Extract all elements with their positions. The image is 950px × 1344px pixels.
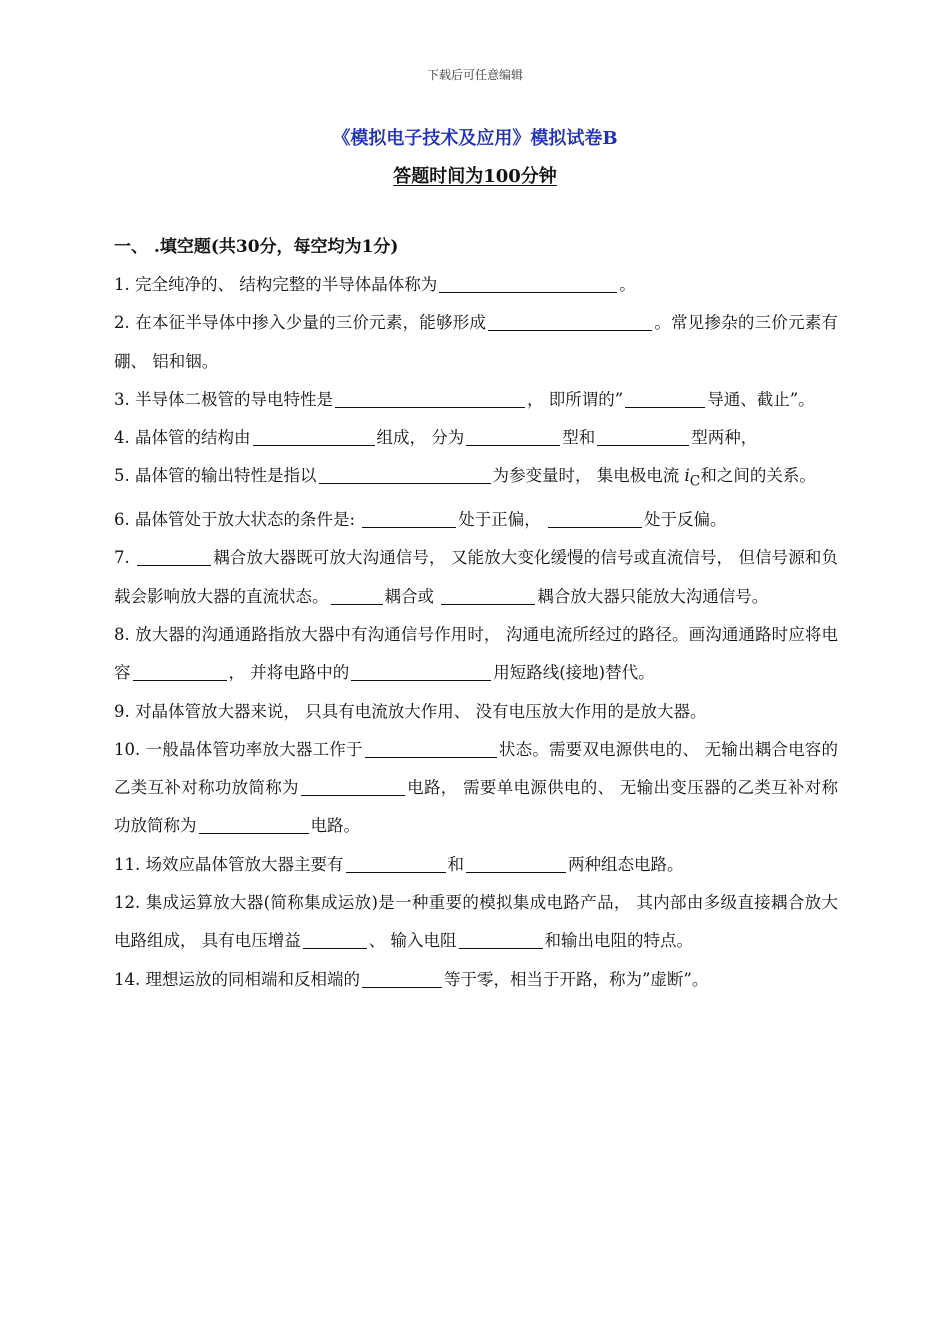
answer-blank (441, 584, 535, 605)
exam-duration (0, 162, 950, 188)
question-text: 和输出电阻的特点。 (544, 931, 693, 951)
question-7 (114, 539, 838, 616)
question-text: 。常见掺杂的三价元素有硼、 铝和铟。 (114, 313, 838, 371)
question-text: 6. 晶体管处于放大状态的条件是: (114, 510, 361, 530)
question-text: 1. 完全纯净的、 结构完整的半导体晶体称为 (114, 275, 438, 294)
question-12 (114, 884, 838, 961)
question-text: 处于反偏。 (644, 510, 727, 530)
exam-title: 《模拟电子技术及应用》模拟试卷B (332, 128, 618, 149)
question-2 (114, 304, 838, 381)
answer-blank (362, 507, 456, 528)
question-list (114, 266, 838, 999)
question-text: 8. 放大器的沟通通路指放大器中有沟通信号作用时， 沟通电流所经过的路径。画沟通通路时应将电容 (114, 624, 838, 683)
question-text: 电路。 (310, 816, 360, 836)
answer-blank (439, 272, 617, 293)
question-text: 两种组态电路。 (568, 854, 684, 874)
answer-blank (365, 737, 497, 758)
question-6 (114, 501, 838, 539)
answer-blank (133, 660, 227, 681)
section-heading-fill-in: 一、 .填空题(共30分，每空均为1分) (114, 237, 399, 257)
answer-blank (253, 425, 375, 446)
question-text: 等于零，相当于开路，称为”虚断”。 (444, 969, 709, 989)
question-text: 和之间的关系。 (700, 466, 816, 486)
answer-blank (466, 425, 560, 446)
question-text: 3. 半导体二极管的导电特性是 (114, 389, 333, 409)
question-4 (114, 419, 838, 457)
header-note: 下载后可任意编辑 (426, 68, 523, 82)
question-text: 状态。需要双电源供电的、 无输出耦合电容的乙类互补对称功放简称为 (114, 739, 838, 798)
question-text: 型两种， (691, 428, 758, 448)
question-9 (114, 693, 838, 731)
question-10 (114, 731, 838, 846)
question-text: 耦合或 (384, 586, 440, 606)
question-1 (114, 266, 838, 304)
question-text: 10. 一般晶体管功率放大器工作于 (114, 739, 363, 759)
answer-blank (351, 660, 491, 681)
answer-blank (301, 775, 405, 796)
question-text: 4. 晶体管的结构由 (114, 428, 251, 448)
question-text: 用短路线(接地)替代。 (493, 663, 655, 683)
question-text: 5. 晶体管的输出特性是指以 (114, 466, 317, 486)
answer-blank (319, 463, 491, 484)
question-text: 2. 在本征半导体中掺入少量的三价元素，能够形成 (114, 313, 487, 333)
question-text: 电路， 需要单电源供电的、 无输出变压器的乙类互补对称功放简称为 (114, 778, 839, 836)
question-text: 、 输入电阻 (368, 931, 457, 951)
question-text: 为参变量时， 集电极电流 (492, 466, 685, 486)
question-text: 耦合放大器只能放大沟通信号。 (537, 586, 769, 606)
question-text: 。 (619, 275, 636, 294)
answer-blank (303, 928, 367, 949)
question-8 (114, 616, 838, 693)
answer-blank (597, 425, 689, 446)
question-text: 7. (114, 548, 136, 568)
question-text: 型和 (562, 428, 596, 448)
question-text: 和 (447, 854, 464, 874)
question-14 (114, 961, 838, 999)
question-text: 组成， 分为 (376, 428, 465, 448)
question-text: 11. 场效应晶体管放大器主要有 (114, 854, 344, 874)
answer-blank (548, 507, 642, 528)
answer-blank (346, 852, 446, 873)
question-text: 导通、截止”。 (707, 389, 815, 409)
question-text: 耦合放大器既可放大沟通信号， 又能放大变化缓慢的信号或直流信号， 但信号源和负载会影响放大器的直流状态。 (114, 548, 838, 606)
collector-current-subscript: C (689, 473, 701, 490)
answer-blank (625, 387, 705, 408)
answer-blank (137, 545, 211, 566)
question-text: ， 即所谓的” (527, 389, 624, 409)
question-3 (114, 381, 838, 419)
question-text: 9. 对晶体管放大器来说， 只具有电流放大作用、 没有电压放大作用的是放大器。 (114, 701, 707, 721)
collector-current-symbol: i (684, 466, 690, 486)
question-text: 12. 集成运算放大器(简称集成运放)是一种重要的模拟集成电路产品， 其内部由多级直接耦合放大电路组成， 具有电压增益 (114, 893, 838, 951)
question-text: 14. 理想运放的同相端和反相端的 (114, 969, 360, 989)
answer-blank (199, 813, 309, 834)
answer-blank (331, 584, 383, 605)
answer-blank (466, 852, 566, 873)
question-text: ， 并将电路中的 (228, 663, 350, 683)
answer-blank (362, 967, 442, 988)
question-5 (114, 457, 838, 501)
answer-blank (488, 310, 652, 331)
answer-blank (335, 387, 525, 408)
exam-duration-text: 答题时间为100分钟 (393, 166, 557, 187)
question-11 (114, 846, 838, 884)
answer-blank (459, 928, 543, 949)
question-text: 处于正偏， (458, 510, 547, 530)
